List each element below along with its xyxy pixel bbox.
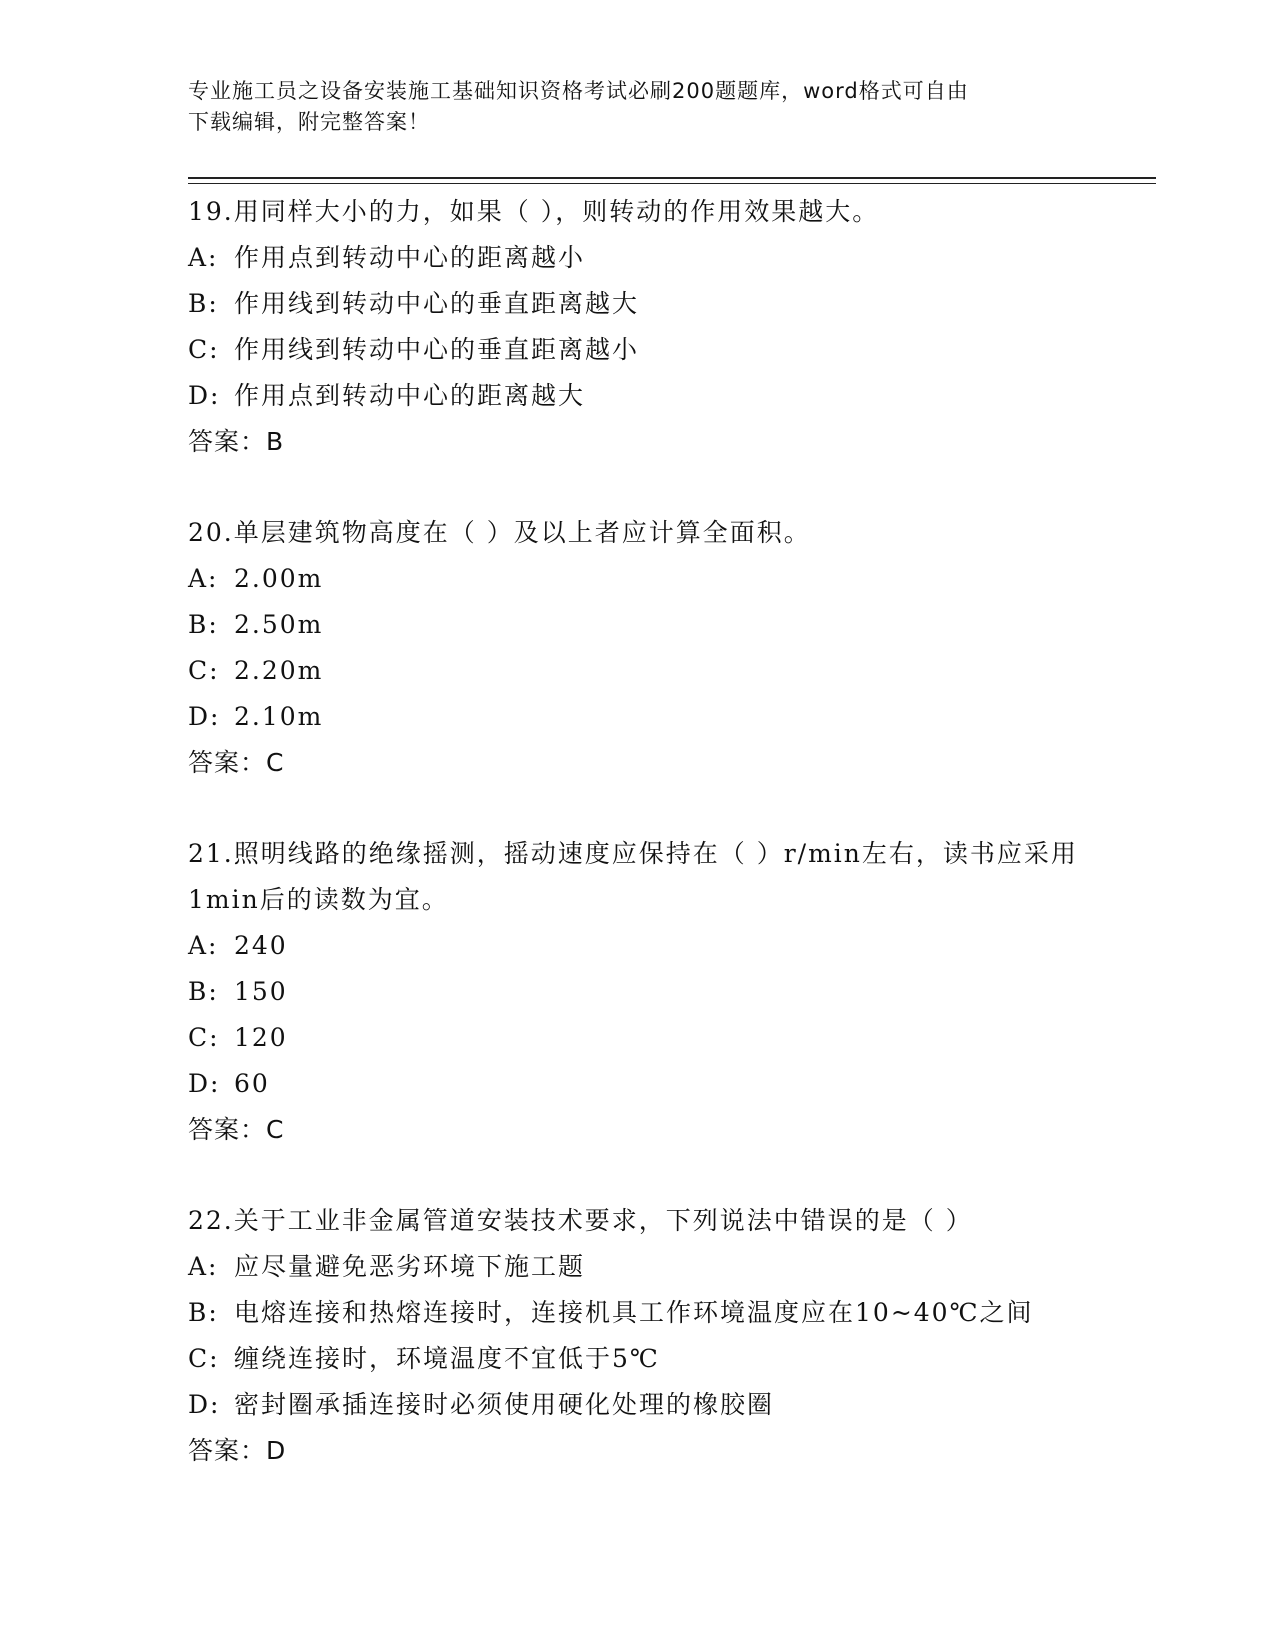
option-text: 2.10m [234,702,324,731]
option-label: D: [188,381,221,410]
header-line-1: 专业施工员之设备安装施工基础知识资格考试必刷200题题库，word格式可自由 [188,79,969,103]
question-list [188,189,1088,1519]
option-c [188,648,1088,694]
option-label: A: [188,931,219,960]
option-d [188,1061,1088,1107]
option-label: C: [188,335,220,364]
option-b [188,969,1088,1015]
option-text: 密封圈承插连接时必须使用硬化处理的橡胶圈 [234,1390,775,1419]
option-b [188,602,1088,648]
option-text: 2.20m [234,656,324,685]
option-label: D: [188,702,221,731]
option-text: 150 [234,977,288,1006]
question-stem: 22.关于工业非金属管道安装技术要求，下列说法中错误的是（ ） [188,1206,973,1235]
option-d [188,1382,1088,1428]
question-19 [188,189,1088,465]
option-label: D: [188,1390,221,1419]
option-text: 电熔连接和热熔连接时，连接机具工作环境温度应在10~40℃之间 [234,1298,1034,1327]
question-22 [188,1198,1088,1474]
answer-line: 答案：D [188,1436,287,1465]
option-label: B: [188,289,219,318]
option-label: A: [188,243,219,272]
option-d [188,373,1088,419]
option-c [188,1336,1088,1382]
option-text: 作用点到转动中心的距离越大 [234,381,586,410]
option-label: A: [188,564,219,593]
option-a [188,1244,1088,1290]
option-a [188,556,1088,602]
option-label: C: [188,1023,220,1052]
option-d [188,694,1088,740]
option-text: 240 [234,931,288,960]
option-label: B: [188,977,219,1006]
answer-line: 答案：C [188,1115,285,1144]
question-stem: 21.照明线路的绝缘摇测，摇动速度应保持在（ ）r/min左右，读书应采用1min后的读数为宜。 [188,839,1078,914]
option-b [188,281,1088,327]
option-label: C: [188,1344,220,1373]
option-c [188,1015,1088,1061]
question-stem: 20.单层建筑物高度在（ ）及以上者应计算全面积。 [188,518,811,547]
option-text: 作用线到转动中心的垂直距离越小 [234,335,640,364]
question-20 [188,510,1088,786]
option-text: 缠绕连接时，环境温度不宜低于5℃ [234,1344,660,1373]
option-c [188,327,1088,373]
option-text: 60 [234,1069,270,1098]
option-text: 作用点到转动中心的距离越小 [234,243,586,272]
option-text: 2.00m [234,564,324,593]
option-text: 作用线到转动中心的垂直距离越大 [234,289,640,318]
option-label: C: [188,656,220,685]
header-line-2: 下载编辑，附完整答案！ [188,110,430,134]
option-text: 2.50m [234,610,324,639]
option-label: D: [188,1069,221,1098]
option-label: B: [188,610,219,639]
option-text: 应尽量避免恶劣环境下施工题 [234,1252,586,1281]
option-a [188,235,1088,281]
answer-line: 答案：C [188,748,285,777]
option-a [188,923,1088,969]
header-divider-thin [188,183,1156,184]
document-header [188,76,1068,138]
answer-line: 答案：B [188,427,285,456]
option-label: A: [188,1252,219,1281]
question-21 [188,831,1088,1153]
question-stem: 19.用同样大小的力，如果（ ），则转动的作用效果越大。 [188,197,880,226]
option-label: B: [188,1298,219,1327]
header-divider-thick [188,177,1156,179]
option-b [188,1290,1088,1336]
option-text: 120 [234,1023,288,1052]
